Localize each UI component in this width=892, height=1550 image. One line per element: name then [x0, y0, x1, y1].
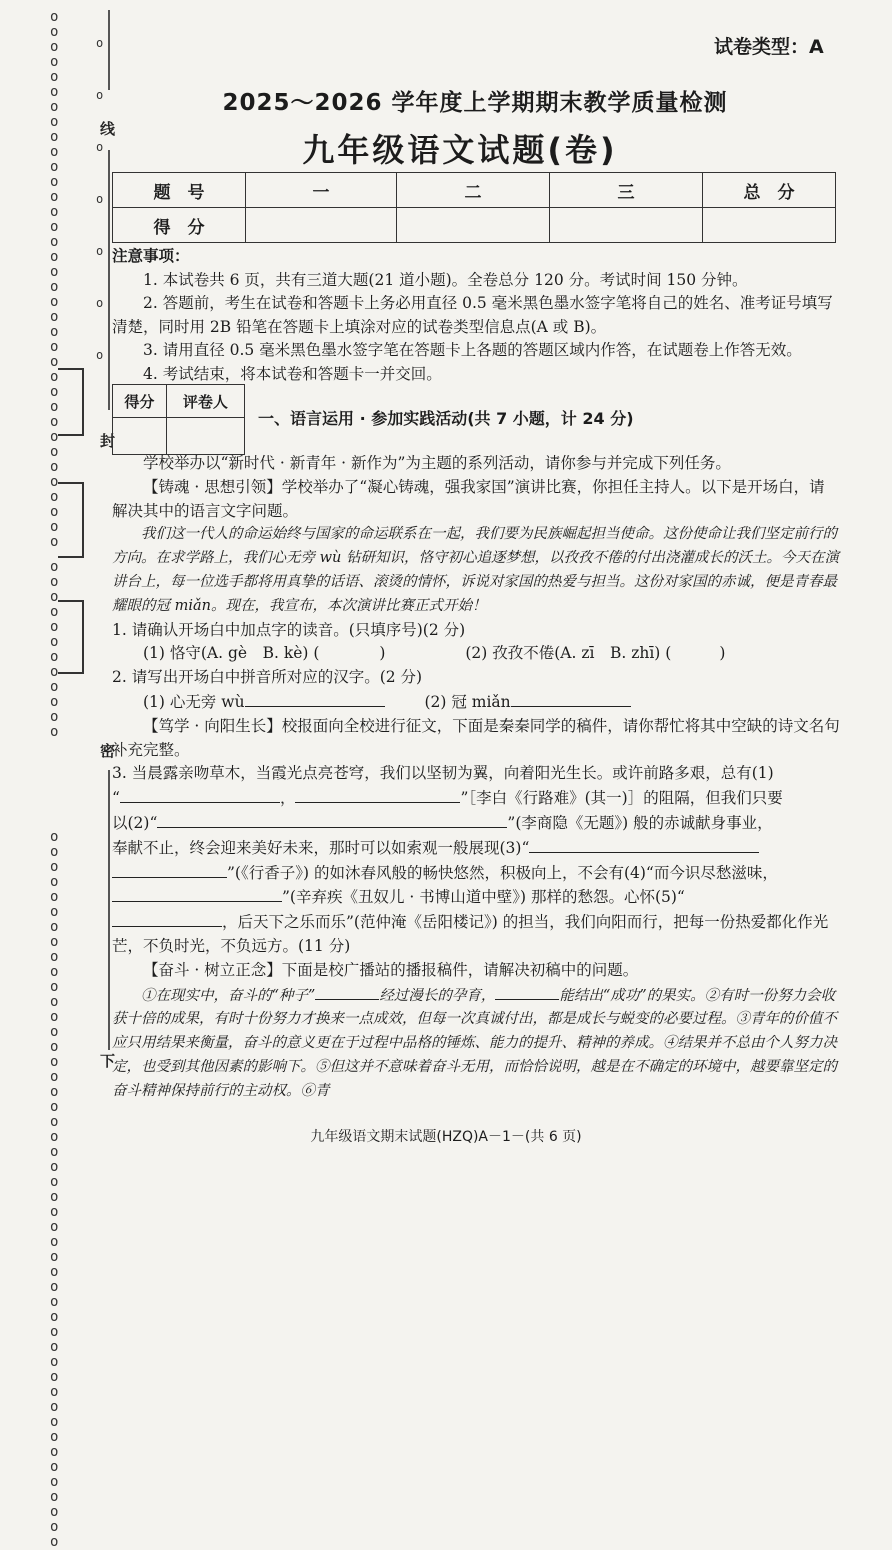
instruction-item: 3. 请用直径 0.5 毫米黑色墨水签字笔在答题卡上各题的答题区域内作答，在试题卷上作答无效。	[143, 341, 802, 359]
binding-dots-bottom: oooooooooooooooooooooooooooooooooooooooooooooooo	[50, 829, 58, 1550]
q2-option-b: (2) 冠 miǎn	[424, 692, 511, 711]
q2-answer-a[interactable]	[245, 690, 385, 707]
q3-text: 以(2)“	[112, 813, 158, 832]
q3-line	[112, 786, 840, 811]
q3-text: ”(《行香子》) 的如沐春风般的畅快悠然，积极向上，不会有(4)“而今识尽愁滋味，	[227, 863, 778, 882]
exam-title: 2025～2026 学年度上学期期末教学质量检测	[222, 90, 728, 116]
q3-blank-4[interactable]	[112, 885, 282, 902]
broadcast-text: 经过漫长的孕育，	[379, 987, 496, 1004]
q3-text: 3. 当晨露亲吻草木，当霞光点亮苍穹，我们以坚韧为翼，向着阳光生长。或许前路多艰，总有(1)	[112, 764, 774, 783]
task-heading: 【笃学 · 向阳生长】校报面向全校进行征文，下面是秦秦同学的稿件，请你帮忙将其中空缺的诗文名句补充完整。	[112, 716, 840, 759]
paper-type: 试卷类型：A	[714, 36, 824, 58]
q3-text: ”［李白《行路难》(其一)］的阻隔，但我们只要	[460, 789, 783, 808]
score-row-label: 得 分	[113, 208, 246, 243]
score-header-3: 三	[550, 173, 703, 208]
q1-close-a: )	[379, 644, 386, 663]
exam-subtitle: 九年级语文试题(卷)	[302, 131, 618, 169]
broadcast-blank-2[interactable]	[495, 983, 559, 1000]
q3-line	[112, 861, 840, 886]
score-header-total: 总 分	[703, 173, 836, 208]
score-header-2: 二	[397, 173, 550, 208]
q3-line	[112, 836, 840, 861]
q3-text: ”(辛弃疾《丑奴儿 · 书博山道中壁》) 那样的愁怨。心怀(5)“	[282, 888, 685, 907]
binding-word-line: 线	[100, 120, 116, 138]
q3-blank-3a[interactable]	[529, 836, 759, 853]
binding-line	[108, 10, 110, 90]
q3-line	[112, 910, 840, 959]
broadcast-draft	[112, 983, 840, 1104]
grader-table	[112, 384, 245, 455]
q2-answer-b[interactable]	[511, 690, 631, 707]
q3-text: 奉献不止，终会迎来美好未来，那时可以如索观一般展现(3)“	[112, 838, 530, 857]
page-footer: 九年级语文期末试题(HZQ)A－1－(共 6 页)	[310, 1129, 582, 1145]
grader-score-cell[interactable]	[113, 418, 167, 455]
q3-text: ，	[279, 789, 296, 808]
host-speech: 我们这一代人的命运始终与国家的命运联系在一起，我们要为民族崛起担当使命。这份使命让我们坚定前行的方向。在求学路上，我们心无旁 wù 钻研知识，恪守初心追逐梦想，以孜孜不倦的付出浇灌成长的沃土。今天在演讲台上，每一位选手都将用真挚的话语、滚烫的情怀，诉说对家国的热爱与担当。这份对家国的赤诚，便是青春最耀眼的冠 miǎn。现在，我宣布，本次演讲比赛正式开始！	[112, 526, 839, 614]
binding-line	[108, 770, 110, 1050]
instruction-item: 4. 考试结束，将本试卷和答题卡一并交回。	[143, 364, 442, 383]
question-2: 2. 请写出开场白中拼音所对应的汉字。(2 分)	[112, 668, 423, 687]
q3-line	[112, 811, 840, 836]
score-cell[interactable]	[397, 208, 550, 243]
binding-word-seal: 封	[100, 432, 116, 450]
q3-text: ”(李商隐《无题》) 般的赤诚献身事业，	[507, 813, 773, 832]
grader-name-cell[interactable]	[166, 418, 244, 455]
q3-blank-1b[interactable]	[295, 786, 460, 803]
binding-line	[108, 150, 110, 410]
broadcast-text: ①在现实中，奋斗的“种子”	[141, 987, 316, 1004]
binding-bracket	[58, 368, 84, 436]
binding-word-down: 下	[100, 1052, 116, 1070]
q3-line	[112, 885, 840, 910]
binding-margin	[20, 0, 116, 1550]
binding-bracket	[58, 482, 84, 558]
q1-close-b: )	[719, 644, 726, 663]
instructions	[112, 245, 836, 386]
grader-score-label: 得分	[113, 385, 167, 418]
question-body	[112, 452, 840, 1104]
q3-blank-1a[interactable]	[120, 786, 280, 803]
broadcast-blank-1[interactable]	[315, 983, 379, 1000]
score-table	[112, 172, 836, 243]
broadcast-text: 能结出“成功”的果实。②有时一份努力会收获十倍的成果，有时十份努力才换来一点成效，但每一次真诚付出，都是成长与蜕变的必要过程。③青年的价值不应只用结果来衡量，奋斗的意义更在于过程中品格的锤炼、能力的提升、精神的养成。④结果并不总由个人努力决定，也受到其他因素的影响下。⑤但这并不意味着奋斗无用，而恰恰说明，越是在不确定的环境中，越要靠坚定的奋斗精神保持前行的主动权。⑥青	[112, 987, 837, 1099]
score-header-label: 题 号	[113, 173, 246, 208]
grader-name-label: 评卷人	[166, 385, 244, 418]
score-cell[interactable]	[246, 208, 397, 243]
q1-option-b: (2) 孜孜不倦(A. zī B. zhī) (	[465, 644, 672, 663]
section-intro: 学校举办以“新时代 · 新青年 · 新作为”为主题的系列活动，请你参与并完成下列任务。	[143, 454, 731, 472]
task-heading: 【铸魂 · 思想引领】学校举办了“凝心铸魂，强我家国”演讲比赛，你担任主持人。以下是开场白，请解决其中的语言文字问题。	[112, 477, 825, 520]
q3-text: “	[112, 789, 120, 808]
question-3	[112, 762, 840, 786]
binding-circles: o o o o o o o	[96, 36, 104, 362]
question-2-options	[112, 690, 840, 715]
q3-blank-5[interactable]	[112, 910, 222, 927]
question-1-options	[112, 642, 840, 666]
q3-blank-2[interactable]	[157, 811, 507, 828]
section-title: 一、语言运用 · 参加实践活动(共 7 小题，计 24 分)	[258, 409, 634, 428]
score-cell-total[interactable]	[703, 208, 836, 243]
question-1: 1. 请确认开场白中加点字的读音。(只填序号)(2 分)	[112, 620, 466, 639]
q1-option-a: (1) 恪守(A. gè B. kè) (	[143, 644, 320, 663]
q3-text: ，后天下之乐而乐”(范仲淹《岳阳楼记》) 的担当，我们向阳而行，把每一份热爱都化作光芒，不负时光，不负远方。(11 分)	[112, 913, 829, 955]
binding-dots-top: oooooooooooooooooooooooooooooooooooo	[50, 9, 58, 550]
binding-dots-mid: oooooooooooo	[50, 559, 58, 740]
instruction-item: 1. 本试卷共 6 页，共有三道大题(21 道小题)。全卷总分 120 分。考试时间 150 分钟。	[143, 270, 748, 289]
task-heading: 【奋斗 · 树立正念】下面是校广播站的播报稿件，请解决初稿中的问题。	[143, 960, 639, 979]
instructions-heading: 注意事项：	[112, 247, 190, 265]
binding-word-secret: 密	[100, 742, 116, 760]
instruction-item: 2. 答题前，考生在试卷和答题卡上务必用直径 0.5 毫米黑色墨水签字笔将自己的姓名、准考证号填写清楚，同时用 2B 铅笔在答题卡上填涂对应的试卷类型信息点(A 或 B)。	[112, 294, 833, 336]
q3-blank-3b[interactable]	[112, 861, 227, 878]
score-cell[interactable]	[550, 208, 703, 243]
q2-option-a: (1) 心无旁 wù	[143, 692, 245, 711]
score-header-1: 一	[246, 173, 397, 208]
